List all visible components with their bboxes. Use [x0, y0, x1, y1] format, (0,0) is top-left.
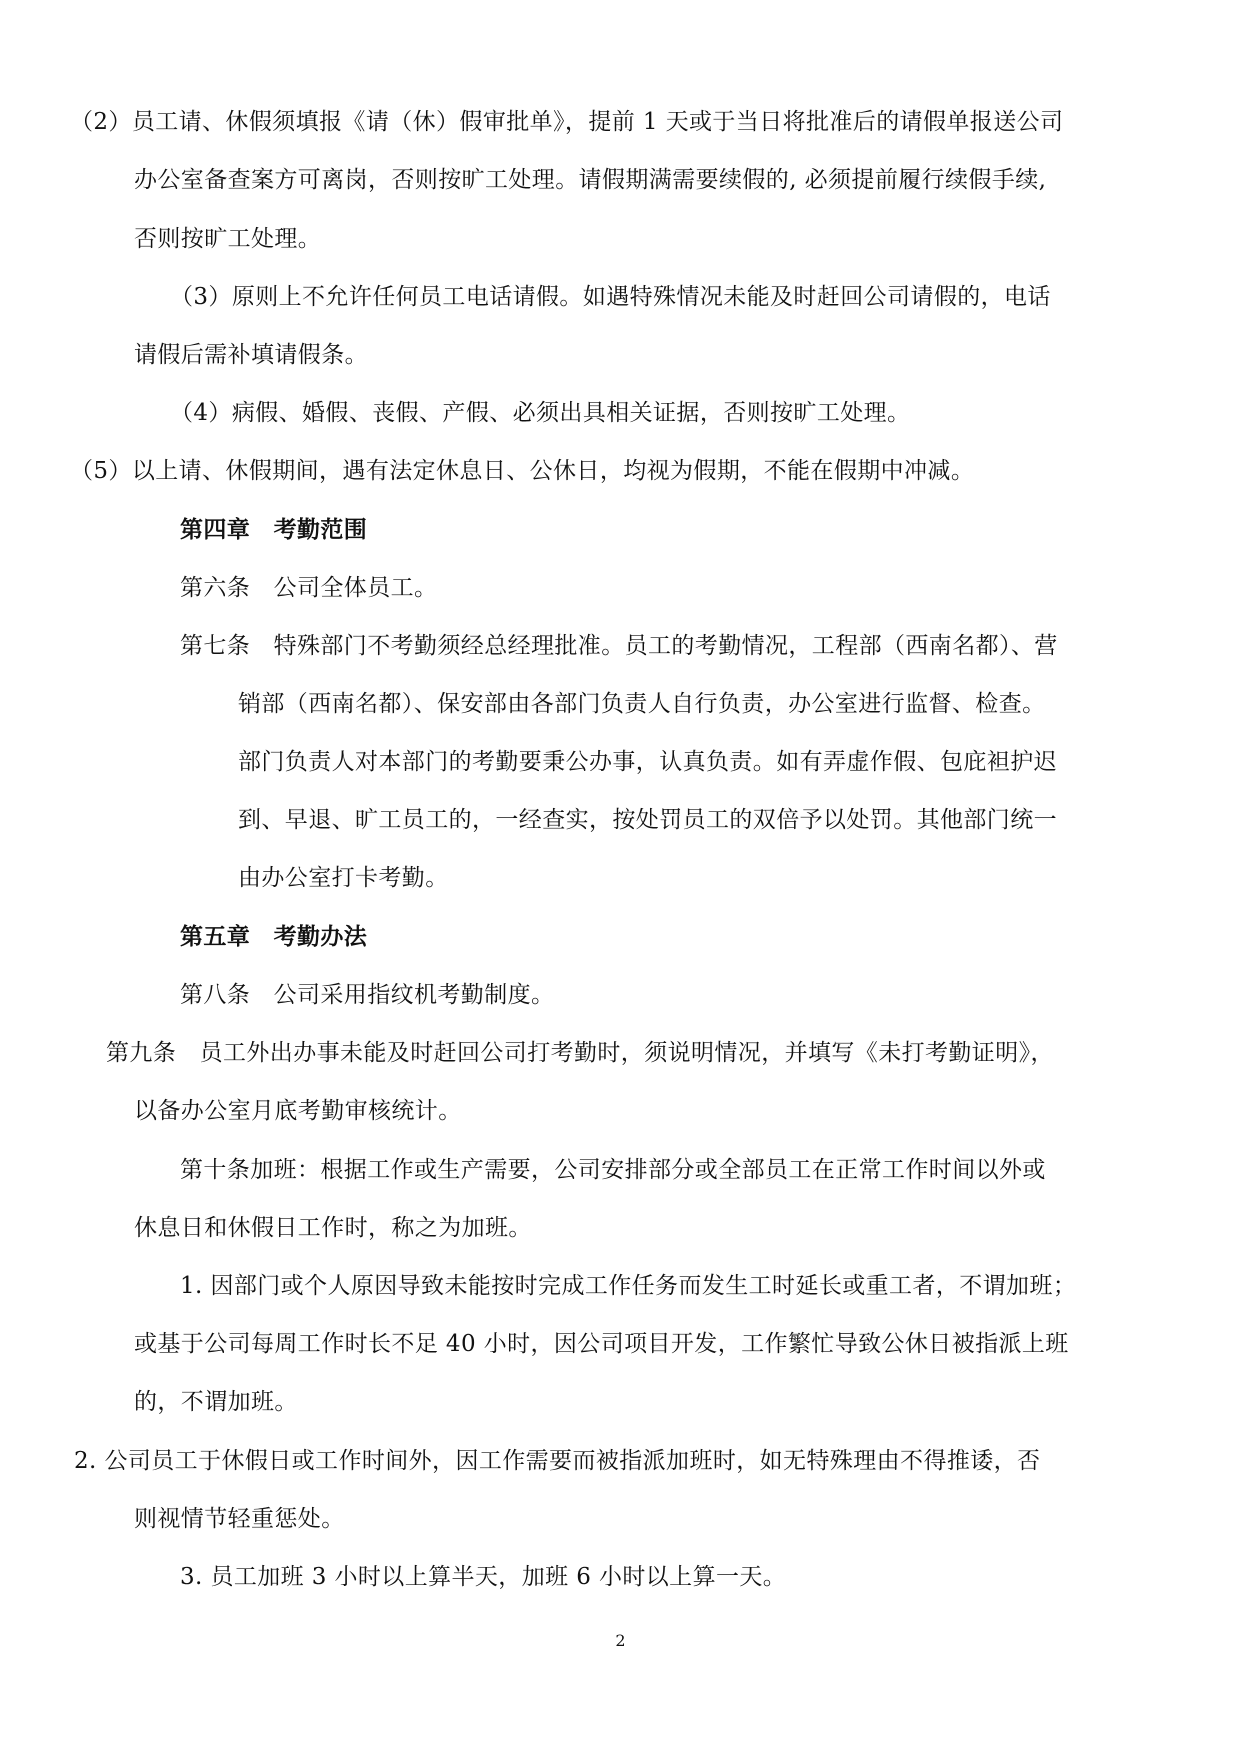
text-line: 休息日和休假日工作时，称之为加班。: [134, 1215, 532, 1241]
text-line: （4）病假、婚假、丧假、产假、必须出具相关证据，否则按旷工处理。: [170, 400, 911, 426]
text-line: （3）原则上不允许任何员工电话请假。如遇特殊情况未能及时赶回公司请假的，电话: [170, 284, 1051, 310]
text-line: 到、早退、旷工员工的，一经查实，按处罚员工的双倍予以处罚。其他部门统一: [238, 807, 1057, 833]
text-line: （2）员工请、休假须填报《请（休）假审批单》，提前 1 天或于当日将批准后的请假单报送公司: [70, 109, 1064, 135]
page-number: 2: [615, 1631, 626, 1650]
text-line: 或基于公司每周工作时长不足 40 小时，因公司项目开发，工作繁忙导致公休日被指派上班: [134, 1331, 1069, 1357]
text-line: 由办公室打卡考勤。: [238, 865, 449, 891]
text-line: 3. 员工加班 3 小时以上算半天，加班 6 小时以上算一天。: [180, 1564, 787, 1590]
text-line: 则视情节轻重惩处。: [134, 1506, 345, 1532]
text-line: 销部（西南名都）、保安部由各部门负责人自行负责，办公室进行监督、检查。: [238, 691, 1046, 717]
text-line: 第七条 特殊部门不考勤须经总经理批准。员工的考勤情况，工程部（西南名都）、营: [180, 633, 1058, 659]
chapter-heading: 第四章 考勤范围: [180, 516, 368, 543]
text-line: 1. 因部门或个人原因导致未能按时完成工作任务而发生工时延长或重工者，不谓加班；: [180, 1273, 1077, 1299]
text-line: 请假后需补填请假条。: [134, 342, 368, 368]
text-line: 第六条 公司全体员工。: [180, 575, 438, 601]
text-line: 2. 公司员工于休假日或工作时间外，因工作需要而被指派加班时，如无特殊理由不得推诿，否: [74, 1448, 1041, 1474]
text-line: 第十条加班：根据工作或生产需要，公司安排部分或全部员工在正常工作时间以外或: [180, 1157, 1046, 1183]
text-line: 以备办公室月底考勤审核统计。: [134, 1098, 462, 1124]
text-line: 办公室备查案方可离岗，否则按旷工处理。请假期满需要续假的, 必须提前履行续假手续,: [134, 167, 1047, 193]
text-line: 第九条 员工外出办事未能及时赶回公司打考勤时，须说明情况，并填写《未打考勤证明》，: [106, 1040, 1054, 1066]
text-line: （5）以上请、休假期间，遇有法定休息日、公休日，均视为假期，不能在假期中冲减。: [70, 458, 975, 484]
text-line: 第八条 公司采用指纹机考勤制度。: [180, 982, 555, 1008]
text-line: 部门负责人对本部门的考勤要秉公办事，认真负责。如有弄虚作假、包庇袒护迟: [238, 749, 1057, 775]
text-line: 否则按旷工处理。: [134, 226, 322, 252]
text-line: 的，不谓加班。: [134, 1389, 298, 1415]
chapter-heading: 第五章 考勤办法: [180, 923, 368, 950]
